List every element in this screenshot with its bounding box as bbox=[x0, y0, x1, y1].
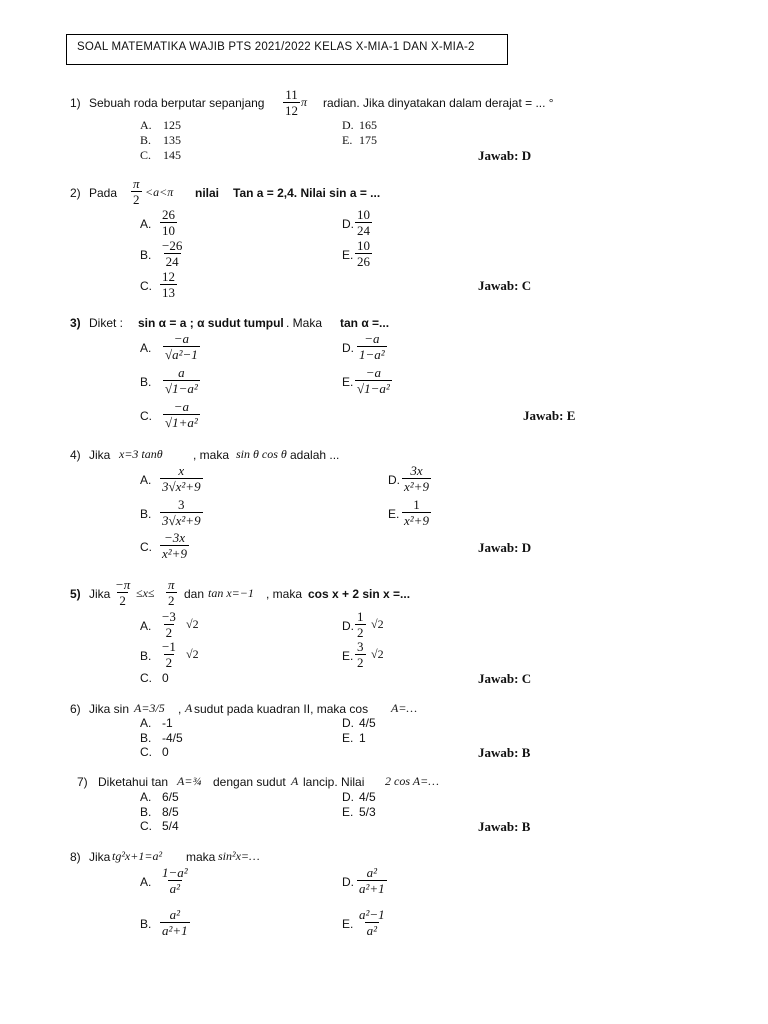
option-label: B. bbox=[140, 731, 152, 745]
equation: A=3/5 bbox=[134, 701, 165, 715]
question-text: Pada bbox=[89, 186, 118, 200]
question-text: , maka bbox=[193, 448, 230, 462]
option-fraction: $\frac{-1}{2}$ bbox=[162, 639, 176, 670]
question-number: 8) bbox=[70, 850, 81, 864]
answer-key: Jawab: D bbox=[478, 540, 532, 555]
question-text: , bbox=[178, 702, 182, 716]
question-text: dengan sudut bbox=[213, 775, 286, 789]
option-fraction: $\frac{10}{26}$ bbox=[357, 238, 370, 269]
option-fraction: $\frac{26}{10}$ bbox=[162, 207, 175, 238]
answer-key: Jawab: B bbox=[478, 745, 531, 760]
option-fraction: $\frac{1}{2}$ bbox=[357, 609, 364, 640]
option-value: 165 bbox=[359, 118, 377, 132]
option-label: A. bbox=[140, 716, 152, 730]
option-value: 6/5 bbox=[162, 790, 179, 804]
option-label: E. bbox=[342, 375, 354, 389]
option-label: B. bbox=[140, 917, 152, 931]
option-label: D. bbox=[342, 790, 354, 804]
option-label: B. bbox=[140, 133, 152, 147]
question-text: lancip. Nilai bbox=[303, 775, 365, 789]
option-label: B. bbox=[140, 649, 152, 663]
option-label: E. bbox=[388, 507, 400, 521]
option-label: E. bbox=[342, 917, 354, 931]
option-fraction: $\frac{12}{13}$ bbox=[162, 269, 175, 300]
question-text: cos x + 2 sin x =... bbox=[308, 587, 411, 601]
fraction: $\frac{-\pi}{2}$ bbox=[115, 577, 131, 608]
option-fraction: $\frac{x}{\text{3√x²+9}}$ bbox=[162, 463, 201, 494]
option-label: C. bbox=[140, 279, 152, 293]
question-text: nilai bbox=[195, 186, 220, 200]
option-label: A. bbox=[140, 790, 152, 804]
option-fraction: $\frac{-3}{2}$ bbox=[162, 609, 176, 640]
question-text: radian. Jika dinyatakan dalam derajat = ... ° bbox=[323, 96, 554, 110]
option-value: 4/5 bbox=[359, 790, 376, 804]
option-label: C. bbox=[140, 819, 152, 833]
variable: A bbox=[185, 701, 193, 715]
radical: √2 bbox=[186, 647, 199, 661]
question-text: Diketahui tan bbox=[98, 775, 169, 789]
question-text: Jika bbox=[89, 448, 111, 462]
question-text: dan bbox=[184, 587, 205, 601]
option-label: A. bbox=[140, 619, 152, 633]
option-fraction: $\frac{\text{a²}}{\text{a²+1}}$ bbox=[359, 865, 385, 896]
option-fraction: $\frac{-a}{\text{√a²−1}}$ bbox=[165, 331, 198, 362]
option-value: 8/5 bbox=[162, 805, 179, 819]
option-label: D. bbox=[342, 341, 354, 355]
option-fraction: $\frac{3}{2}$ bbox=[357, 639, 364, 670]
inequality: <a<π bbox=[145, 185, 174, 199]
question-text: sin α = a ; α sudut tumpul bbox=[138, 316, 284, 330]
option-fraction: $\frac{\text{a²}}{\text{a²+1}}$ bbox=[162, 907, 188, 938]
option-label: D. bbox=[388, 473, 400, 487]
option-fraction: $\frac{3}{\text{3√x²+9}}$ bbox=[162, 497, 201, 528]
option-value: 145 bbox=[163, 148, 181, 162]
option-fraction: $\frac{-26}{24}$ bbox=[162, 238, 183, 269]
question-text: Tan a = 2,4. Nilai sin a = ... bbox=[233, 186, 381, 200]
question-text: maka bbox=[186, 850, 216, 864]
option-label: A. bbox=[140, 118, 152, 132]
expression: sin θ cos θ bbox=[236, 447, 287, 461]
question-number: 4) bbox=[70, 448, 81, 462]
option-value: 5/3 bbox=[359, 805, 376, 819]
answer-key: Jawab: C bbox=[478, 278, 532, 293]
answer-key: Jawab: B bbox=[478, 819, 531, 834]
option-value: 125 bbox=[163, 118, 181, 132]
header-box bbox=[66, 34, 508, 65]
question-number: 7) bbox=[77, 775, 88, 789]
option-label: A. bbox=[140, 217, 152, 231]
option-value: 1 bbox=[359, 731, 366, 745]
option-label: D. bbox=[342, 118, 354, 132]
option-label: E. bbox=[342, 731, 354, 745]
question-text: adalah ... bbox=[290, 448, 340, 462]
option-value: -4/5 bbox=[162, 731, 183, 745]
option-label: E. bbox=[342, 248, 354, 262]
option-value: 0 bbox=[162, 671, 169, 685]
question-number: 1) bbox=[70, 96, 81, 110]
option-label: D. bbox=[342, 716, 354, 730]
question-text: Jika bbox=[89, 850, 111, 864]
equation: A=… bbox=[391, 701, 418, 715]
option-fraction: $\frac{-3x}{\text{x²+9}}$ bbox=[162, 530, 187, 561]
equation: x=3 tanθ bbox=[119, 447, 163, 461]
option-label: E. bbox=[342, 805, 354, 819]
option-label: B. bbox=[140, 507, 152, 521]
option-label: D. bbox=[342, 217, 354, 231]
option-value: -1 bbox=[162, 716, 173, 730]
option-fraction: $\frac{-a}{\text{√1−a²}}$ bbox=[357, 365, 390, 396]
equation: tg²x+1=a² bbox=[112, 849, 163, 863]
option-label: D. bbox=[342, 875, 354, 889]
question-text: Jika bbox=[89, 587, 111, 601]
question-text: Jika sin bbox=[89, 702, 130, 716]
option-label: C. bbox=[140, 671, 152, 685]
option-label: A. bbox=[140, 875, 152, 889]
equation: 2 cos A=… bbox=[385, 774, 439, 788]
answer-key: Jawab: D bbox=[478, 148, 532, 163]
option-value: 4/5 bbox=[359, 716, 376, 730]
fraction: $\frac{\pi}{2}$ bbox=[133, 176, 140, 207]
option-label: C. bbox=[140, 409, 152, 423]
option-fraction: $\frac{-a}{\text{1−a²}}$ bbox=[359, 331, 385, 362]
option-label: D. bbox=[342, 619, 354, 633]
answer-key: Jawab: C bbox=[478, 671, 532, 686]
radical: √2 bbox=[371, 647, 384, 661]
option-value: 0 bbox=[162, 745, 169, 759]
equation: tan x=−1 bbox=[208, 586, 254, 600]
fraction: $\frac{11}{12}$ bbox=[285, 87, 298, 118]
option-fraction: $\frac{\text{a²−1}}{\text{a²}}$ bbox=[359, 907, 385, 938]
option-label: E. bbox=[342, 649, 354, 663]
radical: √2 bbox=[371, 617, 384, 631]
pi-symbol: π bbox=[301, 95, 308, 109]
radical: √2 bbox=[186, 617, 199, 631]
question-number: 2) bbox=[70, 186, 81, 200]
option-label: C. bbox=[140, 148, 152, 162]
variable: A bbox=[291, 774, 299, 788]
option-label: B. bbox=[140, 805, 152, 819]
question-text: Sebuah roda berputar sepanjang bbox=[89, 96, 265, 110]
question-text: Diket : bbox=[89, 316, 124, 330]
page-title: SOAL MATEMATIKA WAJIB PTS 2021/2022 KELAS X-MIA-1 DAN X-MIA-2 bbox=[77, 41, 475, 53]
option-fraction: $\frac{1}{\text{x²+9}}$ bbox=[404, 497, 429, 528]
answer-key: Jawab: E bbox=[523, 408, 576, 423]
option-label: E. bbox=[342, 133, 353, 147]
question-number: 6) bbox=[70, 702, 81, 716]
option-value: 175 bbox=[359, 133, 377, 147]
option-label: A. bbox=[140, 473, 152, 487]
inequality: ≤x≤ bbox=[136, 586, 155, 600]
option-fraction: $\frac{a}{\text{√1−a²}}$ bbox=[165, 365, 198, 396]
option-value: 135 bbox=[163, 133, 181, 147]
option-fraction: $\frac{-a}{\text{√1+a²}}$ bbox=[165, 399, 198, 430]
option-fraction: $\frac{10}{24}$ bbox=[357, 207, 370, 238]
option-fraction: $\frac{3x}{\text{x²+9}}$ bbox=[404, 463, 429, 494]
equation: A=¾ bbox=[177, 774, 202, 788]
option-label: A. bbox=[140, 341, 152, 355]
option-fraction: $\frac{\text{1−a²}}{\text{a²}}$ bbox=[162, 865, 188, 896]
fraction: $\frac{\pi}{2}$ bbox=[168, 577, 175, 608]
question-text: . Maka bbox=[286, 316, 323, 330]
option-value: 5/4 bbox=[162, 819, 179, 833]
question-text: sudut pada kuadran II, maka cos bbox=[194, 702, 369, 716]
option-label: B. bbox=[140, 375, 152, 389]
option-label: B. bbox=[140, 248, 152, 262]
question-number: 3) bbox=[70, 316, 81, 330]
question-text: tan α =... bbox=[340, 316, 390, 330]
option-label: C. bbox=[140, 540, 152, 554]
question-number: 5) bbox=[70, 587, 81, 601]
equation: sin²x=… bbox=[218, 849, 260, 863]
option-label: C. bbox=[140, 745, 152, 759]
question-text: , maka bbox=[266, 587, 303, 601]
